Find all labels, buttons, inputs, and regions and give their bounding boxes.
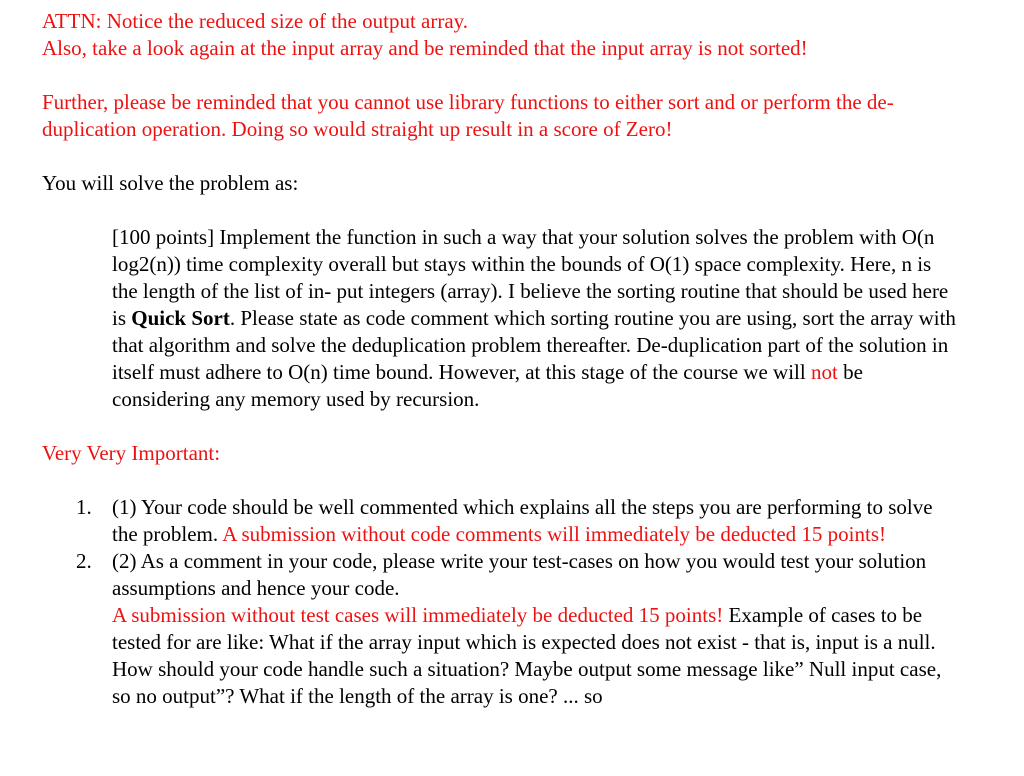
important-heading: Very Very Important: (42, 441, 221, 465)
requirements-list (42, 494, 982, 710)
spacer (42, 197, 982, 224)
task-red-word: not (810, 360, 838, 384)
spacer (42, 467, 982, 494)
list-item-warning: A submission without code comments will immediately be deducted 15 points! (222, 522, 886, 546)
spacer (42, 143, 982, 170)
list-item (76, 494, 962, 548)
document-body (42, 8, 982, 710)
task-description (112, 224, 962, 413)
list-item-number: 1. (76, 495, 92, 519)
notice-line-2: Also, take a look again at the input array and be reminded that the input array is not sorted! (42, 36, 808, 60)
list-item-tail: Example of cases to be tested for are like: What if the array input which is expected does not exist - that is, input is a null. How should your code handle such a situation? Maybe output some message like” Null input case, so no output”? What if the length of the array is one? ... so (112, 603, 942, 708)
spacer (42, 62, 982, 89)
list-item (76, 548, 962, 710)
list-item-warning: A submission without test cases will immediately be deducted 15 points! (112, 603, 724, 627)
task-bold-algorithm: Quick Sort (131, 306, 230, 330)
task-text-2: . Please state as code comment which sorting routine you are using, sort the array with that algorithm and solve the deduplication problem thereafter. De-duplication part of the solution in itself must adhere to O(n) time bound. However, at this stage of the course we will (112, 306, 956, 384)
notice-line-1: ATTN: Notice the reduced size of the output array. (42, 9, 469, 33)
list-item-number: 2. (76, 549, 92, 573)
library-reminder: Further, please be reminded that you cannot use library functions to either sort and or perform the de-duplication operation. Doing so would straight up result in a score of Zero! (42, 90, 894, 141)
task-text-3: be considering any memory used by recursion. (112, 360, 863, 411)
list-item-text: (2) As a comment in your code, please write your test-cases on how you would test your solution assumptions and hence your code. (112, 549, 927, 600)
list-item-text: (1) Your code should be well commented which explains all the steps you are performing to solve the problem. (112, 495, 933, 546)
spacer (42, 413, 982, 440)
task-text-1: [100 points] Implement the function in such a way that your solution solves the problem with O(n log2(n)) time complexity overall but stays within the bounds of O(1) space complexity. Here, n is the length of the list of in- put integers (array). I believe the sorting routine that should be used here is (112, 225, 949, 330)
solve-intro: You will solve the problem as: (42, 171, 299, 195)
